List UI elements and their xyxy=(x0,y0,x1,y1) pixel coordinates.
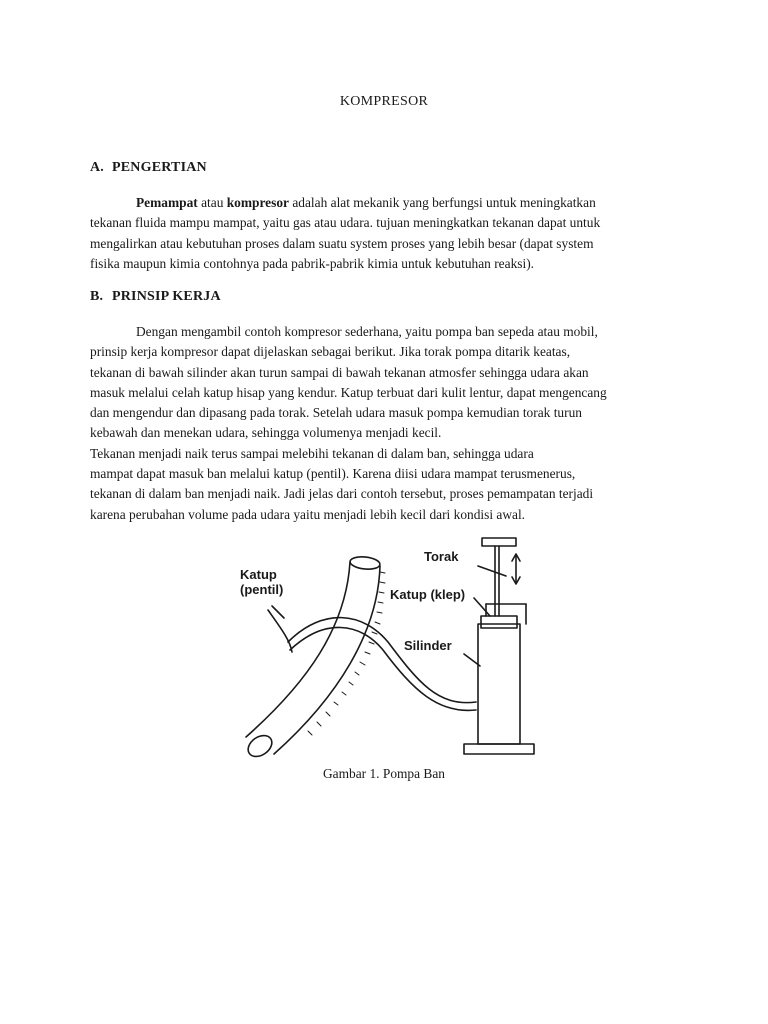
paragraph-line: dan mengendur dan dipasang pada torak. Setelah udara masuk pompa kemudian torak turun xyxy=(90,405,582,421)
section-a-number: A. xyxy=(90,160,105,175)
document-title: KOMPRESOR xyxy=(339,94,429,109)
section-b-paragraph xyxy=(90,322,690,525)
section-a-paragraph xyxy=(90,193,690,274)
section-b-heading xyxy=(90,289,221,305)
valve-stem xyxy=(268,610,292,652)
leader-torak xyxy=(478,566,506,576)
paragraph-line: prinsip kerja kompresor dapat dijelaskan sebagai berikut. Jika torak pompa ditarik keatas, xyxy=(90,344,571,360)
pump-illustration xyxy=(228,532,548,764)
paragraph-text: Dengan mengambil contoh kompresor sederhana, yaitu pompa ban sepeda atau mobil, xyxy=(136,324,598,339)
tire-tube-inner xyxy=(274,566,380,754)
paragraph-line: karena perubahan volume pada udara yaitu menjadi lebih kecil dari kondisi awal. xyxy=(90,506,526,522)
paragraph-line: tekanan di dalam ban menjadi naik. Jadi jelas dari contoh tersebut, proses pemampatan terjadi xyxy=(90,486,594,502)
pump-handle xyxy=(482,538,516,546)
paragraph-line: masuk melalui celah katup hisap yang kendur. Katup terbuat dari kulit lentur, dapat mengencang xyxy=(90,384,607,400)
paragraph-line xyxy=(90,322,690,342)
paragraph-line xyxy=(90,193,690,213)
paragraph-line: fisika maupun kimia contohnya pada pabrik-pabrik kimia untuk kebutuhan reaksi). xyxy=(90,255,535,271)
label-torak: Torak xyxy=(424,549,459,564)
pump-piston xyxy=(481,616,517,628)
conjunction-text: atau xyxy=(197,195,227,210)
section-b-number: B. xyxy=(90,289,104,304)
paragraph-line: mengalirkan atau kebutuhan proses dalam suatu system proses yang lebih besar (dapat system xyxy=(90,235,594,251)
pump-diagram xyxy=(228,532,548,764)
section-a-title: PENGERTIAN xyxy=(112,160,207,175)
leader-katup xyxy=(272,606,284,618)
paragraph-line: Tekanan menjadi naik terus sampai melebihi tekanan di dalam ban, sehingga udara xyxy=(90,445,534,461)
tire-tube-top-end xyxy=(349,555,380,570)
paragraph-line: tekanan fluida mampu mampat, yaitu gas atau udara. tujuan meningkatkan tekanan dapat untuk xyxy=(90,215,601,231)
paragraph-line: tekanan di bawah silinder akan turun sampai di bawah tekanan atmosfer sehingga udara akan xyxy=(90,364,589,380)
paragraph-line: kebawah dan menekan udara, sehingga volumenya menjadi kecil. xyxy=(90,425,442,441)
label-silinder: Silinder xyxy=(404,638,452,653)
label-pentil: (pentil) xyxy=(240,582,284,597)
section-a-heading xyxy=(90,160,207,176)
section-b-title: PRINSIP KERJA xyxy=(112,289,221,304)
pump-base xyxy=(464,744,534,754)
leader-klep xyxy=(474,598,490,616)
paragraph-line: mampat dapat masuk ban melalui katup (pentil). Karena diisi udara mampat terusmenerus, xyxy=(90,466,576,482)
label-katup: Katup xyxy=(240,567,277,582)
pump-cylinder xyxy=(478,624,520,744)
term-pemampat: Pemampat xyxy=(136,195,198,210)
figure-caption: Gambar 1. Pompa Ban xyxy=(323,766,445,781)
label-klep: Katup (klep) xyxy=(390,587,466,602)
paragraph-text: adalah alat mekanik yang berfungsi untuk meningkatkan xyxy=(288,195,596,210)
tire-tube-bottom-end xyxy=(244,731,276,761)
term-kompresor: kompresor xyxy=(226,195,289,210)
